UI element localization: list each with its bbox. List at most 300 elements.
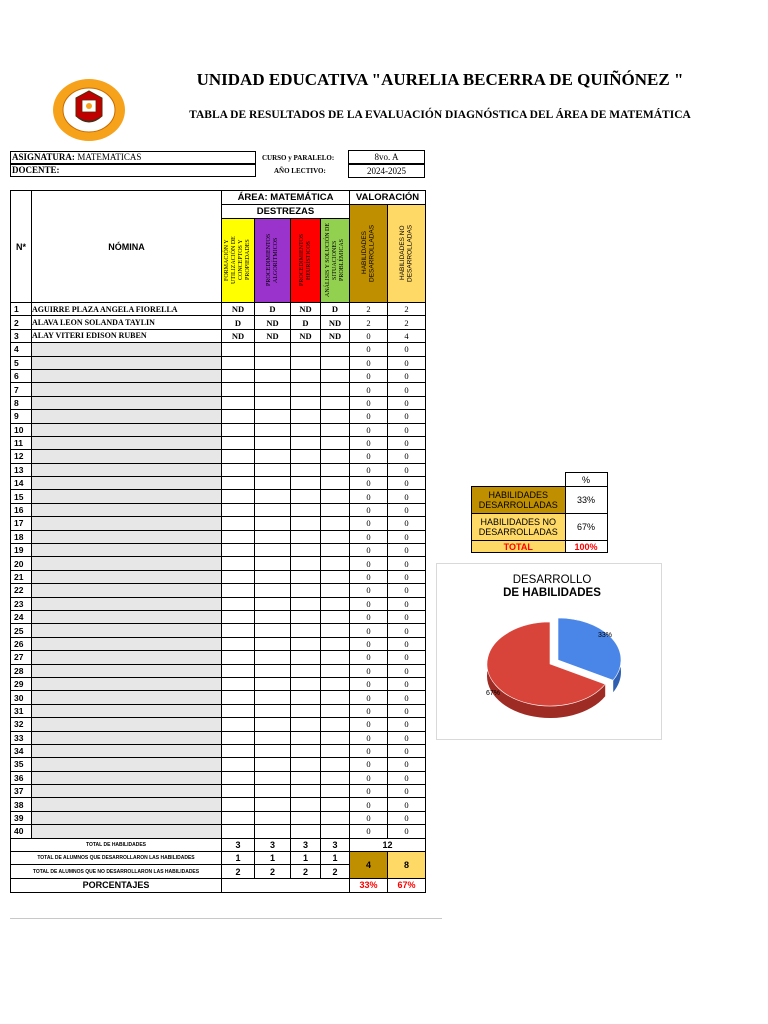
chart-title-line-1: DESARROLLO xyxy=(512,574,592,586)
row-number: 12 xyxy=(11,450,32,463)
hnd-count: 0 xyxy=(388,597,426,610)
student-row xyxy=(11,423,426,436)
hd-count: 0 xyxy=(350,597,388,610)
row-number: 22 xyxy=(11,584,32,597)
grade-cell xyxy=(291,544,321,557)
grade-cell xyxy=(321,410,350,423)
hnd-count: 0 xyxy=(388,490,426,503)
destreza-2-label: PROCEDIMIENTOS ALGORÍTMICOS xyxy=(265,233,279,286)
grade-cell xyxy=(291,423,321,436)
hd-count: 2 xyxy=(350,303,388,316)
row-number: 40 xyxy=(11,825,32,838)
total-desarrollaron-cell: 1 xyxy=(255,852,291,865)
hnd-count: 0 xyxy=(388,744,426,757)
docente-label: DOCENTE: xyxy=(12,165,60,175)
hnd-count: 0 xyxy=(388,517,426,530)
student-name xyxy=(32,785,222,798)
grade-cell xyxy=(255,356,291,369)
row-number: 39 xyxy=(11,811,32,824)
row-number: 7 xyxy=(11,383,32,396)
grade-cell xyxy=(291,771,321,784)
pct-hd: 33% xyxy=(350,878,388,892)
grade-cell xyxy=(222,570,255,583)
hnd-count: 0 xyxy=(388,691,426,704)
grade-cell xyxy=(255,798,291,811)
grade-cell xyxy=(321,557,350,570)
grade-cell xyxy=(222,771,255,784)
hd-count: 0 xyxy=(350,744,388,757)
row-number: 24 xyxy=(11,610,32,623)
grade-cell: ND xyxy=(222,329,255,342)
hnd-count: 0 xyxy=(388,677,426,690)
student-row xyxy=(11,383,426,396)
grade-cell xyxy=(291,343,321,356)
grade-cell: ND xyxy=(291,329,321,342)
grade-cell xyxy=(255,557,291,570)
grade-cell xyxy=(222,677,255,690)
student-row xyxy=(11,664,426,677)
student-row xyxy=(11,356,426,369)
grade-cell xyxy=(255,544,291,557)
pie-label-desarrolladas: 33% xyxy=(598,632,613,639)
student-row xyxy=(11,610,426,623)
grade-cell xyxy=(222,691,255,704)
grade-cell xyxy=(255,677,291,690)
chart-title-line-2: DE HABILIDADES xyxy=(503,587,601,599)
total-no-cell: 2 xyxy=(321,865,350,878)
nomina-header: NÓMINA xyxy=(32,191,222,303)
total-habilidades-value: 12 xyxy=(350,838,426,851)
student-name xyxy=(32,517,222,530)
hd-count: 2 xyxy=(350,316,388,329)
grade-cell xyxy=(222,624,255,637)
grade-cell xyxy=(255,396,291,409)
hd-count: 0 xyxy=(350,369,388,382)
total-desarrollaron-cell: 1 xyxy=(321,852,350,865)
grade-cell xyxy=(321,704,350,717)
grade-cell xyxy=(291,570,321,583)
student-row xyxy=(11,436,426,449)
asignatura-label: ASIGNATURA: xyxy=(12,152,75,162)
total-no-cell: 2 xyxy=(222,865,255,878)
grade-cell xyxy=(255,570,291,583)
hnd-count: 0 xyxy=(388,610,426,623)
total-no-cell: 2 xyxy=(291,865,321,878)
grade-cell: ND xyxy=(222,303,255,316)
grade-cell xyxy=(291,637,321,650)
student-name xyxy=(32,744,222,757)
student-name xyxy=(32,477,222,490)
student-name xyxy=(32,410,222,423)
grade-cell xyxy=(255,691,291,704)
student-row xyxy=(11,477,426,490)
grade-cell xyxy=(255,744,291,757)
hnd-count: 0 xyxy=(388,771,426,784)
grade-cell: D xyxy=(222,316,255,329)
grade-cell xyxy=(321,503,350,516)
row-number: 28 xyxy=(11,664,32,677)
row-number: 31 xyxy=(11,704,32,717)
school-logo xyxy=(52,78,126,142)
row-number: 5 xyxy=(11,356,32,369)
grade-cell xyxy=(255,718,291,731)
docente-field xyxy=(10,164,256,177)
student-row xyxy=(11,557,426,570)
row-number: 1 xyxy=(11,303,32,316)
grade-cell xyxy=(291,664,321,677)
row-number: 6 xyxy=(11,369,32,382)
row-number: 16 xyxy=(11,503,32,516)
grade-cell xyxy=(291,557,321,570)
grade-cell xyxy=(255,758,291,771)
grade-cell xyxy=(222,410,255,423)
hnd-count: 2 xyxy=(388,316,426,329)
student-row xyxy=(11,744,426,757)
grade-cell xyxy=(321,758,350,771)
student-name xyxy=(32,570,222,583)
grade-cell xyxy=(321,369,350,382)
grade-cell xyxy=(291,490,321,503)
grade-cell xyxy=(321,450,350,463)
destreza-1-header xyxy=(222,219,255,303)
hnd-count: 0 xyxy=(388,651,426,664)
student-name xyxy=(32,718,222,731)
grade-cell xyxy=(291,610,321,623)
hnd-count: 0 xyxy=(388,785,426,798)
anio-value: 2024-2025 xyxy=(348,164,425,178)
student-name xyxy=(32,651,222,664)
student-name xyxy=(32,771,222,784)
student-row xyxy=(11,490,426,503)
hd-count: 0 xyxy=(350,825,388,838)
hnd-count: 0 xyxy=(388,463,426,476)
grade-cell xyxy=(222,610,255,623)
row-number: 11 xyxy=(11,436,32,449)
curso-value: 8vo. A xyxy=(348,150,425,164)
student-row xyxy=(11,597,426,610)
grade-cell xyxy=(255,664,291,677)
results-table xyxy=(10,190,426,893)
grade-cell xyxy=(321,530,350,543)
row-number: 38 xyxy=(11,798,32,811)
hd-count: 0 xyxy=(350,771,388,784)
grade-cell xyxy=(321,664,350,677)
student-name: AGUIRRE PLAZA ANGELA FIORELLA xyxy=(32,303,222,316)
total-desarrollaron-cell: 1 xyxy=(222,852,255,865)
grade-cell xyxy=(321,731,350,744)
total-habilidades-cell: 3 xyxy=(255,838,291,851)
student-row xyxy=(11,825,426,838)
grade-cell xyxy=(222,651,255,664)
grade-cell xyxy=(291,517,321,530)
grade-cell xyxy=(321,570,350,583)
grade-cell xyxy=(222,490,255,503)
hnd-count: 0 xyxy=(388,811,426,824)
hd-count: 0 xyxy=(350,329,388,342)
n-header: N* xyxy=(11,191,32,303)
hd-count: 0 xyxy=(350,490,388,503)
grade-cell xyxy=(321,785,350,798)
row-number: 13 xyxy=(11,463,32,476)
grade-cell xyxy=(321,677,350,690)
grade-cell xyxy=(255,771,291,784)
grade-cell xyxy=(291,477,321,490)
total-habilidades-label: TOTAL DE HABILIDADES xyxy=(11,838,222,851)
grade-cell xyxy=(255,343,291,356)
hnd-count: 0 xyxy=(388,503,426,516)
grade-cell xyxy=(222,584,255,597)
grade-cell xyxy=(291,396,321,409)
grade-cell xyxy=(291,825,321,838)
total-desarrollaron-label: TOTAL DE ALUMNOS QUE DESARROLLARON LAS HABILIDADES xyxy=(11,852,222,865)
curso-label: CURSO y PARALELO: xyxy=(262,154,335,162)
grade-cell xyxy=(222,798,255,811)
grade-cell xyxy=(255,610,291,623)
grade-cell: D xyxy=(291,316,321,329)
student-name xyxy=(32,423,222,436)
grade-cell xyxy=(255,811,291,824)
destreza-3-label: PROCEDIMIENTOS HEURÍSTICOS xyxy=(298,233,312,286)
student-row xyxy=(11,369,426,382)
grade-cell xyxy=(222,517,255,530)
student-row xyxy=(11,584,426,597)
row-number: 25 xyxy=(11,624,32,637)
hd-count: 0 xyxy=(350,356,388,369)
school-title: UNIDAD EDUCATIVA "AURELIA BECERRA DE QUIÑÓNEZ " xyxy=(196,70,684,89)
grade-cell: ND xyxy=(321,316,350,329)
destreza-3-header xyxy=(291,219,321,303)
grade-cell xyxy=(255,704,291,717)
student-row xyxy=(11,718,426,731)
student-row xyxy=(11,637,426,650)
grade-cell xyxy=(255,503,291,516)
student-name xyxy=(32,677,222,690)
grade-cell xyxy=(291,383,321,396)
row-number: 34 xyxy=(11,744,32,757)
student-name xyxy=(32,610,222,623)
grade-cell xyxy=(321,477,350,490)
row-number: 26 xyxy=(11,637,32,650)
destreza-2-header xyxy=(255,219,291,303)
pie-label-no-desarrolladas: 67% xyxy=(486,690,501,697)
hd-count: 0 xyxy=(350,396,388,409)
grade-cell xyxy=(255,624,291,637)
student-name xyxy=(32,691,222,704)
hnd-count: 0 xyxy=(388,718,426,731)
student-row xyxy=(11,503,426,516)
student-row xyxy=(11,450,426,463)
student-name xyxy=(32,637,222,650)
grade-cell xyxy=(255,825,291,838)
row-number: 29 xyxy=(11,677,32,690)
grade-cell xyxy=(321,396,350,409)
student-row xyxy=(11,677,426,690)
grade-cell xyxy=(222,811,255,824)
area-header: ÁREA: MATEMÁTICA xyxy=(222,191,350,205)
grade-cell xyxy=(291,369,321,382)
grade-cell xyxy=(291,450,321,463)
row-number: 36 xyxy=(11,771,32,784)
porcentajes-label: PORCENTAJES xyxy=(11,878,222,892)
grade-cell xyxy=(291,530,321,543)
valoracion-hd-header xyxy=(350,205,388,303)
grade-cell xyxy=(291,503,321,516)
summary-hd-label: HABILIDADES DESARROLLADAS xyxy=(472,487,566,514)
student-name xyxy=(32,356,222,369)
destreza-1-label: FORMACIÓN Y UTILIZACIÓN DE CONCEPTOS Y PROPIEDADES xyxy=(224,235,251,284)
row-number: 4 xyxy=(11,343,32,356)
grade-cell xyxy=(222,704,255,717)
hnd-count: 0 xyxy=(388,704,426,717)
valoracion-header: VALORACIÓN xyxy=(350,191,426,205)
grade-cell xyxy=(321,463,350,476)
row-number: 20 xyxy=(11,557,32,570)
row-number: 30 xyxy=(11,691,32,704)
student-name xyxy=(32,530,222,543)
summary-hd-pct: 33% xyxy=(565,487,607,514)
grade-cell xyxy=(321,811,350,824)
total-no-label: TOTAL DE ALUMNOS QUE NO DESARROLLARON LAS HABILIDADES xyxy=(11,865,222,878)
porcentajes-row xyxy=(11,878,426,892)
student-row xyxy=(11,410,426,423)
chart-container xyxy=(436,563,662,740)
hd-count: 0 xyxy=(350,436,388,449)
row-number: 21 xyxy=(11,570,32,583)
hd-count: 0 xyxy=(350,544,388,557)
student-name xyxy=(32,369,222,382)
hd-count: 0 xyxy=(350,463,388,476)
total-habilidades-cell: 3 xyxy=(222,838,255,851)
hd-count: 0 xyxy=(350,691,388,704)
grade-cell xyxy=(222,637,255,650)
student-name xyxy=(32,584,222,597)
total-habilidades-row xyxy=(11,838,426,851)
grade-cell xyxy=(222,744,255,757)
grade-cell xyxy=(222,731,255,744)
total-habilidades-cell: 3 xyxy=(321,838,350,851)
valoracion-hd-label: HABILIDADES DESARROLLADAS xyxy=(361,223,376,282)
grade-cell xyxy=(255,423,291,436)
hnd-count: 0 xyxy=(388,570,426,583)
summary-spacer xyxy=(472,473,566,487)
grade-cell xyxy=(222,530,255,543)
grade-cell xyxy=(291,410,321,423)
grade-cell xyxy=(255,477,291,490)
student-name xyxy=(32,664,222,677)
hd-count: 0 xyxy=(350,343,388,356)
grade-cell xyxy=(321,691,350,704)
grade-cell xyxy=(222,436,255,449)
destrezas-header: DESTREZAS xyxy=(222,205,350,219)
grade-cell xyxy=(255,785,291,798)
grade-cell xyxy=(255,450,291,463)
student-row xyxy=(11,691,426,704)
student-name xyxy=(32,557,222,570)
grade-cell xyxy=(222,718,255,731)
sum-hd: 4 xyxy=(350,852,388,879)
student-name xyxy=(32,343,222,356)
student-row xyxy=(11,530,426,543)
student-row xyxy=(11,517,426,530)
grade-cell xyxy=(222,758,255,771)
hnd-count: 0 xyxy=(388,369,426,382)
row-number: 33 xyxy=(11,731,32,744)
hnd-count: 0 xyxy=(388,383,426,396)
grade-cell xyxy=(255,383,291,396)
hd-count: 0 xyxy=(350,517,388,530)
hd-count: 0 xyxy=(350,798,388,811)
grade-cell xyxy=(321,356,350,369)
student-row xyxy=(11,329,426,342)
grade-cell xyxy=(222,463,255,476)
student-name xyxy=(32,503,222,516)
destreza-4-label: ANÁLISIS Y SOLUCIÓN DE SITUACIONES PROBLÉMICAS xyxy=(324,222,345,297)
summary-total-label: TOTAL xyxy=(472,541,566,553)
grade-cell xyxy=(222,597,255,610)
grade-cell: D xyxy=(321,303,350,316)
hd-count: 0 xyxy=(350,584,388,597)
student-name xyxy=(32,798,222,811)
grade-cell xyxy=(291,704,321,717)
grade-cell xyxy=(222,369,255,382)
grade-cell: D xyxy=(255,303,291,316)
asignatura-field xyxy=(10,151,256,164)
grade-cell xyxy=(255,651,291,664)
summary-hnd-pct: 67% xyxy=(565,514,607,541)
student-row xyxy=(11,343,426,356)
row-number: 27 xyxy=(11,651,32,664)
student-name xyxy=(32,597,222,610)
student-name xyxy=(32,463,222,476)
hd-count: 0 xyxy=(350,477,388,490)
grade-cell xyxy=(255,731,291,744)
grade-cell xyxy=(321,798,350,811)
row-number: 17 xyxy=(11,517,32,530)
hnd-count: 2 xyxy=(388,303,426,316)
row-number: 15 xyxy=(11,490,32,503)
student-row xyxy=(11,731,426,744)
hd-count: 0 xyxy=(350,383,388,396)
hnd-count: 0 xyxy=(388,758,426,771)
student-row xyxy=(11,785,426,798)
student-name xyxy=(32,624,222,637)
student-name xyxy=(32,731,222,744)
student-name xyxy=(32,811,222,824)
hd-count: 0 xyxy=(350,704,388,717)
bottom-rule xyxy=(10,918,442,919)
grade-cell xyxy=(321,637,350,650)
student-row xyxy=(11,704,426,717)
summary-table xyxy=(471,472,608,553)
grade-cell xyxy=(255,637,291,650)
grade-cell xyxy=(291,597,321,610)
grade-cell xyxy=(291,651,321,664)
grade-cell xyxy=(291,744,321,757)
row-number: 2 xyxy=(11,316,32,329)
hnd-count: 0 xyxy=(388,450,426,463)
grade-cell xyxy=(291,718,321,731)
hnd-count: 0 xyxy=(388,436,426,449)
student-row xyxy=(11,758,426,771)
sum-hnd: 8 xyxy=(388,852,426,879)
grade-cell xyxy=(321,383,350,396)
grade-cell xyxy=(291,811,321,824)
hd-count: 0 xyxy=(350,610,388,623)
grade-cell: ND xyxy=(255,316,291,329)
grade-cell xyxy=(291,731,321,744)
hnd-count: 0 xyxy=(388,731,426,744)
student-row xyxy=(11,651,426,664)
